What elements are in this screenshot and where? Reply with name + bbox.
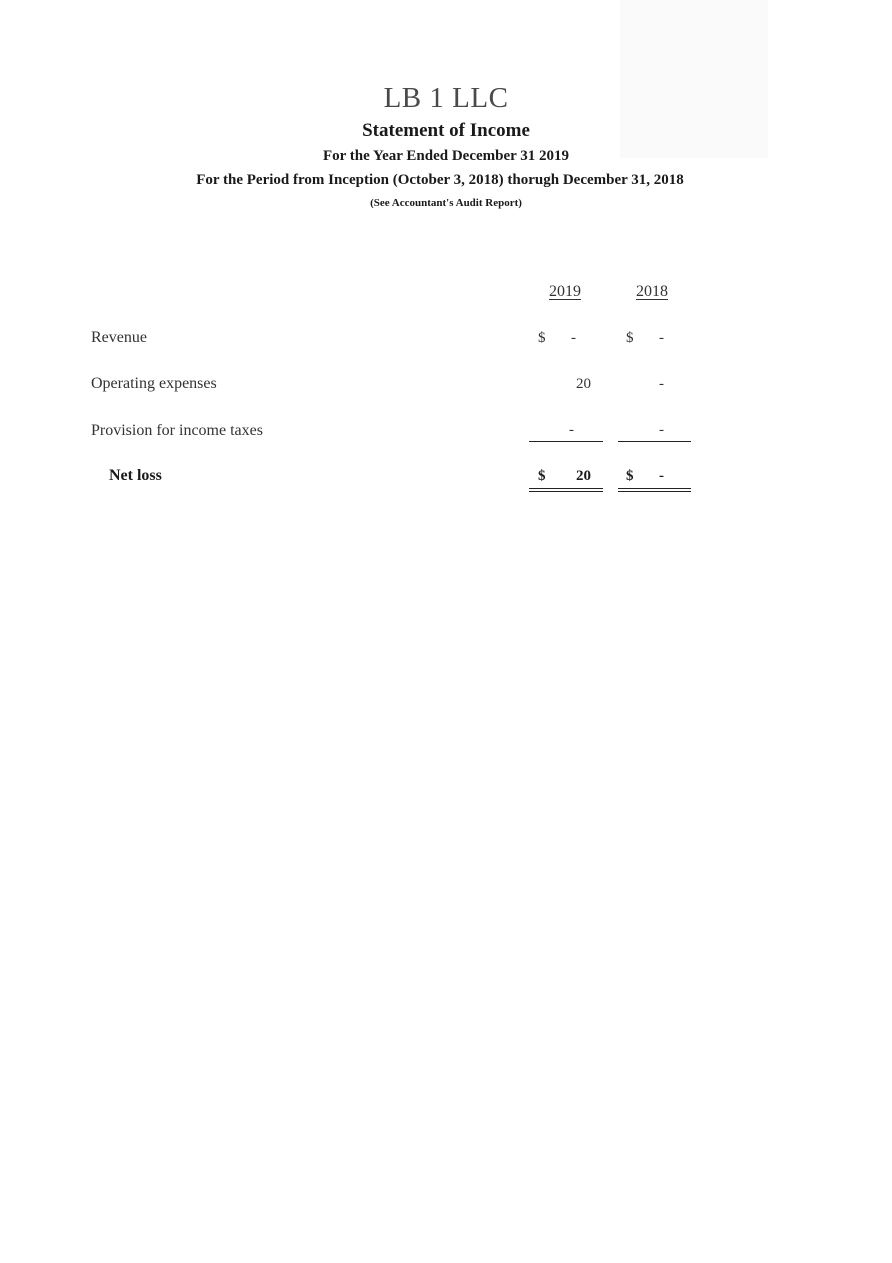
revenue-label: Revenue	[91, 329, 147, 346]
statement-title: Statement of Income	[362, 120, 530, 141]
net-loss-2018-value: -	[659, 468, 664, 484]
revenue-2019-value: -	[571, 330, 576, 346]
provision-income-taxes-label: Provision for income taxes	[91, 422, 263, 439]
net-loss-2018-currency: $	[626, 468, 634, 484]
subtotal-rule-2018	[618, 441, 691, 442]
company-name: LB 1 LLC	[383, 82, 509, 114]
revenue-2019-currency: $	[538, 330, 546, 346]
revenue-2018-value: -	[659, 330, 664, 346]
total-rule-2019-bottom	[529, 491, 603, 492]
net-loss-2019-currency: $	[538, 468, 546, 484]
revenue-2018-currency: $	[626, 330, 634, 346]
net-loss-2019-value: 20	[576, 468, 591, 484]
operating-expenses-label: Operating expenses	[91, 375, 217, 392]
total-rule-2018-top	[618, 488, 691, 489]
provision-income-taxes-2019-value: -	[569, 422, 574, 438]
net-loss-label: Net loss	[109, 467, 162, 484]
column-header-2019: 2019	[549, 283, 581, 300]
total-rule-2018-bottom	[618, 491, 691, 492]
column-header-2018: 2018	[636, 283, 668, 300]
operating-expenses-2019-value: 20	[576, 376, 591, 392]
period-line-1: For the Year Ended December 31 2019	[322, 148, 570, 164]
total-rule-2019-top	[529, 488, 603, 489]
subtotal-rule-2019	[529, 441, 603, 442]
provision-income-taxes-2018-value: -	[659, 422, 664, 438]
audit-report-note: (See Accountant's Audit Report)	[370, 197, 522, 209]
operating-expenses-2018-value: -	[659, 376, 664, 392]
period-line-2: For the Period from Inception (October 3, 2018) thorugh December 31, 2018	[196, 172, 684, 188]
